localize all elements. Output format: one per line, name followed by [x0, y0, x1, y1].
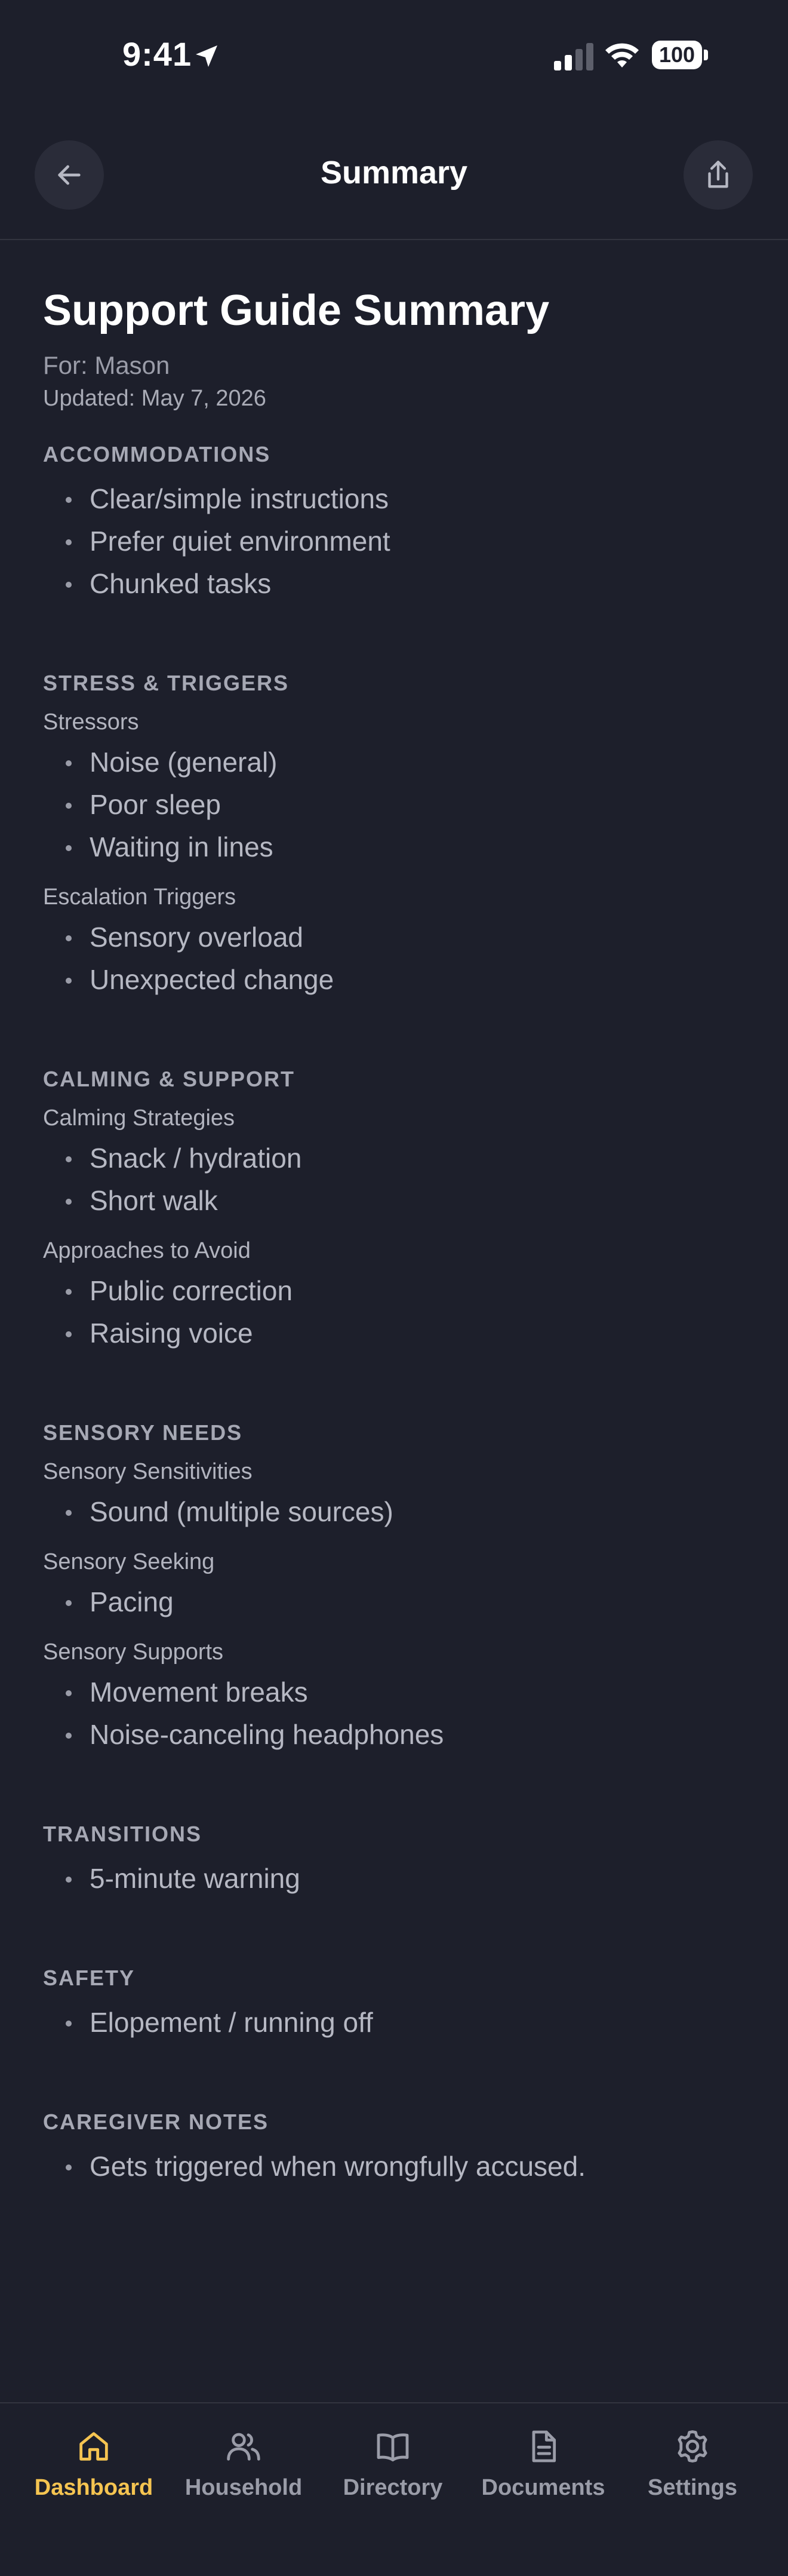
bullet-list: [43, 1581, 747, 1623]
list-item: Prefer quiet environment: [43, 520, 747, 563]
users-icon: [224, 2427, 263, 2466]
tab-label: Documents: [481, 2475, 605, 2500]
battery-level: 100: [652, 41, 702, 69]
bullet-list: [43, 1137, 747, 1222]
list-item: Pacing: [43, 1581, 747, 1623]
list-item: Noise (general): [43, 741, 747, 784]
summary-section: [43, 2106, 747, 2188]
bullet-list: [43, 478, 747, 605]
list-item: Sensory overload: [43, 916, 747, 959]
list-item: Noise-canceling headphones: [43, 1714, 747, 1756]
nav-header: [0, 131, 788, 240]
subsection-title: Sensory Seeking: [43, 1549, 215, 1574]
list-item: Snack / hydration: [43, 1137, 747, 1180]
list-item: Poor sleep: [43, 784, 747, 826]
tab-label: Directory: [343, 2475, 443, 2500]
bullet-list: [43, 2145, 747, 2188]
section-title: CAREGIVER NOTES: [43, 2110, 269, 2134]
subsection-title: Escalation Triggers: [43, 885, 236, 910]
list-item: Elopement / running off: [43, 2001, 747, 2044]
section-title: CALMING & SUPPORT: [43, 1067, 296, 1091]
home-icon: [75, 2427, 113, 2466]
location-arrow-icon: [192, 42, 221, 70]
list-item: Raising voice: [43, 1312, 747, 1355]
tab-label: Dashboard: [34, 2475, 153, 2500]
list-item: Clear/simple instructions: [43, 478, 747, 520]
list-item: Unexpected change: [43, 959, 747, 1001]
bullet-list: [43, 916, 747, 1001]
subsection-title: Sensory Sensitivities: [43, 1459, 253, 1484]
summary-content: [43, 281, 747, 2188]
section-title: TRANSITIONS: [43, 1822, 202, 1846]
subsection-title: Approaches to Avoid: [43, 1238, 251, 1263]
subsection-title: Stressors: [43, 710, 139, 735]
tab-household[interactable]: [172, 2427, 315, 2499]
battery-indicator: [652, 41, 709, 69]
updated-date-label: Updated: May 7, 2026: [43, 386, 266, 411]
wifi-icon: [603, 39, 641, 69]
status-time: 9:41: [122, 35, 192, 73]
summary-section: [43, 438, 747, 605]
bullet-list: [43, 1491, 747, 1533]
share-button[interactable]: [684, 140, 753, 210]
bullet-list: [43, 1270, 747, 1355]
summary-section: [43, 667, 747, 1001]
list-item: 5-minute warning: [43, 1857, 747, 1900]
tab-label: Settings: [648, 2475, 737, 2500]
page-title: Support Guide Summary: [43, 287, 550, 334]
tab-label: Household: [184, 2475, 303, 2500]
list-item: Movement breaks: [43, 1671, 747, 1714]
section-title: ACCOMMODATIONS: [43, 442, 271, 466]
cellular-signal-icon: [554, 43, 595, 70]
summary-section: [43, 1818, 747, 1900]
gear-icon: [673, 2427, 712, 2466]
share-icon: [701, 158, 735, 192]
bullet-list: [43, 1671, 747, 1756]
summary-section: [43, 1962, 747, 2044]
battery-nub: [704, 50, 708, 60]
subsection-title: Sensory Supports: [43, 1639, 224, 1665]
subsection-title: Calming Strategies: [43, 1106, 235, 1131]
sections-container: [43, 438, 747, 2188]
section-title: SAFETY: [43, 1966, 136, 1990]
list-item: Public correction: [43, 1270, 747, 1312]
list-item: Short walk: [43, 1180, 747, 1222]
list-item: Gets triggered when wrongfully accused.: [43, 2145, 747, 2188]
list-item: Sound (multiple sources): [43, 1491, 747, 1533]
tab-directory[interactable]: [321, 2427, 464, 2499]
status-bar: [0, 0, 788, 113]
list-item: Waiting in lines: [43, 826, 747, 868]
tab-dashboard[interactable]: [22, 2427, 165, 2499]
list-item: Chunked tasks: [43, 563, 747, 605]
book-icon: [374, 2427, 412, 2466]
section-title: SENSORY NEEDS: [43, 1420, 243, 1445]
document-icon: [524, 2427, 562, 2466]
bullet-list: [43, 2001, 747, 2044]
tab-bar: [0, 2402, 788, 2576]
tab-settings[interactable]: [621, 2427, 764, 2499]
for-person-label: For: Mason: [43, 351, 170, 379]
page-header-title: Summary: [320, 155, 468, 191]
bullet-list: [43, 741, 747, 868]
summary-section: [43, 1063, 747, 1355]
section-title: STRESS & TRIGGERS: [43, 671, 290, 695]
bullet-list: [43, 1857, 747, 1900]
summary-section: [43, 1417, 747, 1756]
tab-documents[interactable]: [472, 2427, 615, 2499]
